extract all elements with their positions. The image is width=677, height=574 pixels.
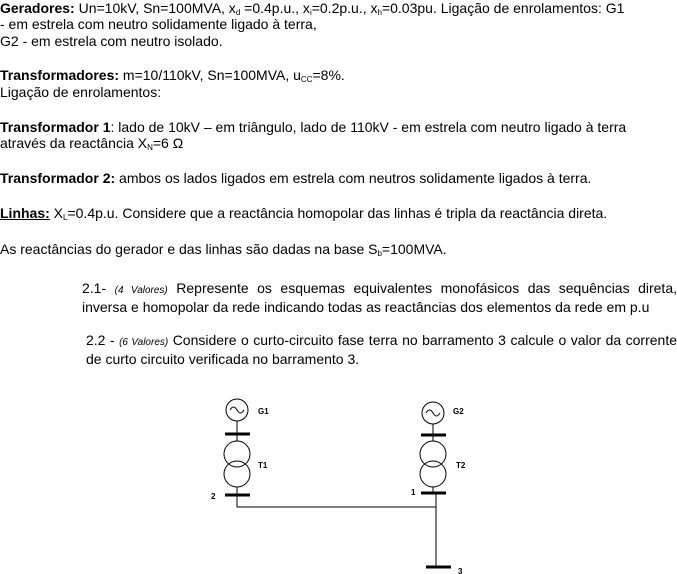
label-g1: G1	[258, 407, 269, 416]
gen-sub-i: i	[309, 8, 312, 17]
q1-points: (4 Valores)	[114, 285, 168, 296]
generators-line-3: G2 - em estrela com neutro isolado.	[0, 33, 223, 49]
generators-label: Geradores:	[0, 0, 75, 16]
generators-line-2: - em estrela com neutro solidamente ligado à terra,	[0, 16, 317, 32]
label-t1: T1	[258, 461, 268, 470]
label-bus-2: 2	[211, 492, 216, 501]
transformer2-label: Transformador 2:	[0, 170, 116, 186]
transformer1-text-2b: =6 Ω	[152, 135, 184, 151]
label-bus-1: 1	[411, 488, 416, 497]
gen-text-1: Un=10kV, Sn=100MVA, x	[74, 0, 236, 16]
q1-text: Represente os esquemas equivalentes monofásicos das sequências direta, inversa e homopolar da rede indicando todas as reactâncias dos elementos da rede em p.u	[82, 280, 677, 315]
base-text-b: =100MVA.	[381, 241, 447, 257]
generator-g1	[226, 399, 248, 434]
q1-number: 2.1-	[82, 280, 115, 296]
gen-text-2: =0.4p.u., x	[240, 0, 310, 16]
lines-text-a: X	[49, 205, 64, 221]
label-bus-3: 3	[458, 567, 463, 574]
q2-points: (6 Valores)	[119, 337, 169, 348]
lines-text-b: =0.4p.u. Considere que a reactância homopolar das linhas é tripla da reactância direta.	[67, 205, 608, 221]
gen-text-3: =0.2p.u., x	[311, 0, 378, 16]
transformers-line-2: Ligação de enrolamentos:	[0, 84, 162, 100]
base-text-a: As reactâncias do gerador e das linhas são dadas na base S	[0, 241, 378, 257]
q2-number: 2.2 -	[86, 332, 120, 348]
transformer2-text: ambos os lados ligados em estrela com neutros solidamente ligados à terra.	[115, 170, 592, 186]
lines-sub-l: L	[63, 213, 68, 222]
transformer1-label: Transformador 1	[0, 119, 111, 135]
sine-icon	[426, 410, 440, 416]
gen-text-4: =0.03pu. Ligação de enrolamentos: G1	[381, 0, 625, 16]
transformer1-sub-n: N	[147, 143, 153, 152]
trafo-text-1: m=10/110kV, Sn=100MVA, u	[119, 67, 301, 83]
trafo-text-2: =8%.	[312, 67, 345, 83]
gen-sub-d: d	[235, 8, 241, 17]
q2-text: Considere o curto-circuito fase terra no barramento 3 calcule o valor da corrente de curto circuito verificada no barramento 3.	[86, 332, 677, 367]
gen-sub-h: h	[377, 8, 382, 17]
transformers-label: Transformadores:	[0, 67, 120, 83]
trafo-sub-cc: CC	[300, 75, 313, 84]
lines-label: Linhas:	[0, 205, 50, 221]
transformer1-text-2a: através da reactância X	[0, 135, 148, 151]
sine-icon	[230, 407, 244, 413]
generator-g2	[422, 402, 444, 435]
transformer-t2	[420, 435, 446, 493]
transformer1-text: : lado de 10kV – em triângulo, lado de 110kV - em estrela com neutro ligado à terra	[110, 119, 627, 135]
line-2-1	[237, 495, 436, 507]
transformer-t1	[224, 434, 250, 495]
base-sub-b: b	[377, 249, 382, 258]
label-t2: T2	[456, 461, 466, 470]
label-g2: G2	[453, 407, 464, 416]
